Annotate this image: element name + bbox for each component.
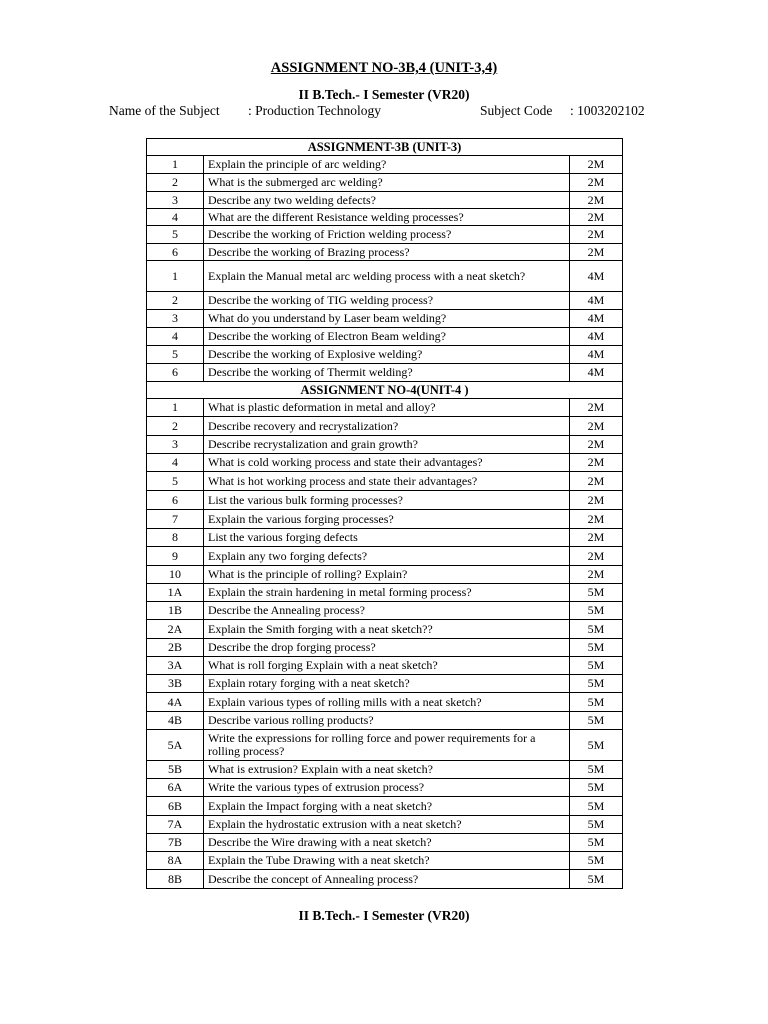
question-marks: 4M	[570, 364, 623, 382]
question-marks: 2M	[570, 156, 623, 174]
semester-line: II B.Tech.- I Semester (VR20)	[298, 87, 470, 102]
table-row	[147, 761, 623, 779]
table-row	[147, 797, 623, 816]
question-marks: 2M	[570, 454, 623, 472]
question-text: Describe the working of Electron Beam welding?	[204, 328, 570, 346]
question-text: Explain rotary forging with a neat sketch?	[204, 675, 570, 693]
table-row	[147, 292, 623, 310]
question-marks: 4M	[570, 261, 623, 292]
question-marks: 4M	[570, 346, 623, 364]
question-text: What is the principle of rolling? Explain?	[204, 566, 570, 584]
table-row	[147, 602, 623, 620]
question-text: Describe the working of Friction welding process?	[204, 226, 570, 244]
question-marks: 2M	[570, 399, 623, 417]
question-number: 1A	[147, 584, 204, 602]
question-text: What is extrusion? Explain with a neat sketch?	[204, 761, 570, 779]
question-marks: 2M	[570, 226, 623, 244]
question-number: 3B	[147, 675, 204, 693]
question-text: Describe the working of Thermit welding?	[204, 364, 570, 382]
question-marks: 5M	[570, 779, 623, 797]
question-number: 1	[147, 399, 204, 417]
question-text: Explain the principle of arc welding?	[204, 156, 570, 174]
table-row	[147, 436, 623, 454]
question-number: 5A	[147, 730, 204, 761]
table-row	[147, 454, 623, 472]
question-number: 3	[147, 310, 204, 328]
question-marks: 2M	[570, 529, 623, 547]
question-text: Describe the concept of Annealing process?	[204, 870, 570, 889]
question-number: 6	[147, 491, 204, 510]
question-marks: 2M	[570, 192, 623, 209]
question-number: 8	[147, 529, 204, 547]
table-row	[147, 174, 623, 192]
table-row	[147, 364, 623, 382]
table-row	[147, 834, 623, 852]
question-number: 3	[147, 436, 204, 454]
question-marks: 5M	[570, 712, 623, 730]
question-number: 2A	[147, 620, 204, 639]
table-row	[147, 779, 623, 797]
question-number: 1	[147, 156, 204, 174]
section-heading: ASSIGNMENT NO-4(UNIT-4 )	[147, 382, 623, 399]
question-number: 6A	[147, 779, 204, 797]
question-number: 7A	[147, 816, 204, 834]
question-marks: 2M	[570, 547, 623, 566]
question-marks: 2M	[570, 491, 623, 510]
question-text: Describe recrystalization and grain growth?	[204, 436, 570, 454]
question-marks: 4M	[570, 328, 623, 346]
subject-code-label: Subject Code	[480, 103, 553, 118]
question-text: Describe the working of Explosive welding?	[204, 346, 570, 364]
question-marks: 5M	[570, 834, 623, 852]
table-row	[147, 675, 623, 693]
question-marks: 5M	[570, 816, 623, 834]
question-number: 1B	[147, 602, 204, 620]
question-text: List the various bulk forming processes?	[204, 491, 570, 510]
question-number: 4A	[147, 693, 204, 712]
question-marks: 2M	[570, 472, 623, 491]
question-number: 5	[147, 226, 204, 244]
question-text: Write the expressions for rolling force and power requirements for a rolling process?	[204, 730, 570, 761]
question-marks: 2M	[570, 566, 623, 584]
question-marks: 5M	[570, 602, 623, 620]
question-number: 7	[147, 510, 204, 529]
table-row	[147, 712, 623, 730]
question-text: Describe recovery and recrystalization?	[204, 417, 570, 436]
question-number: 1	[147, 261, 204, 292]
question-number: 4	[147, 209, 204, 226]
table-row	[147, 209, 623, 226]
table-row	[147, 639, 623, 657]
section-heading-row	[147, 382, 623, 399]
table-row	[147, 584, 623, 602]
question-text: Explain the Manual metal arc welding process with a neat sketch?	[204, 261, 570, 292]
table-row	[147, 547, 623, 566]
subject-value: : Production Technology	[248, 103, 382, 118]
question-text: Describe the Annealing process?	[204, 602, 570, 620]
question-text: What is the submerged arc welding?	[204, 174, 570, 192]
question-text: Explain the hydrostatic extrusion with a neat sketch?	[204, 816, 570, 834]
question-marks: 2M	[570, 174, 623, 192]
table-row	[147, 693, 623, 712]
question-number: 4	[147, 328, 204, 346]
question-marks: 5M	[570, 761, 623, 779]
question-number: 10	[147, 566, 204, 584]
question-number: 2	[147, 292, 204, 310]
table-row	[147, 261, 623, 292]
table-row	[147, 472, 623, 491]
question-number: 2	[147, 174, 204, 192]
question-text: Explain the strain hardening in metal forming process?	[204, 584, 570, 602]
question-marks: 2M	[570, 244, 623, 261]
question-text: Explain various types of rolling mills with a neat sketch?	[204, 693, 570, 712]
table-row	[147, 310, 623, 328]
question-marks: 5M	[570, 675, 623, 693]
question-marks: 2M	[570, 209, 623, 226]
table-row	[147, 156, 623, 174]
question-text: Describe various rolling products?	[204, 712, 570, 730]
question-number: 8B	[147, 870, 204, 889]
question-marks: 2M	[570, 510, 623, 529]
question-number: 4B	[147, 712, 204, 730]
question-marks: 5M	[570, 693, 623, 712]
section-heading-row	[147, 139, 623, 156]
footer-semester-line: II B.Tech.- I Semester (VR20)	[298, 908, 470, 923]
question-marks: 5M	[570, 852, 623, 870]
question-number: 6	[147, 364, 204, 382]
question-text: Describe any two welding defects?	[204, 192, 570, 209]
question-marks: 2M	[570, 436, 623, 454]
document-title: ASSIGNMENT NO-3B,4 (UNIT-3,4)	[270, 60, 498, 76]
question-text: What do you understand by Laser beam welding?	[204, 310, 570, 328]
question-marks: 5M	[570, 730, 623, 761]
question-number: 3	[147, 192, 204, 209]
question-marks: 5M	[570, 870, 623, 889]
question-marks: 5M	[570, 639, 623, 657]
question-text: List the various forging defects	[204, 529, 570, 547]
question-number: 8A	[147, 852, 204, 870]
question-text: Explain the Impact forging with a neat sketch?	[204, 797, 570, 816]
question-text: Describe the working of TIG welding process?	[204, 292, 570, 310]
question-text: Explain the various forging processes?	[204, 510, 570, 529]
question-text: Explain the Tube Drawing with a neat sketch?	[204, 852, 570, 870]
table-row	[147, 399, 623, 417]
question-text: Describe the Wire drawing with a neat sketch?	[204, 834, 570, 852]
question-number: 7B	[147, 834, 204, 852]
question-number: 9	[147, 547, 204, 566]
section-heading: ASSIGNMENT-3B (UNIT-3)	[147, 139, 623, 156]
question-number: 5	[147, 472, 204, 491]
table-row	[147, 657, 623, 675]
question-text: What is roll forging Explain with a neat sketch?	[204, 657, 570, 675]
question-text: What is hot working process and state their advantages?	[204, 472, 570, 491]
question-text: What is plastic deformation in metal and alloy?	[204, 399, 570, 417]
table-row	[147, 346, 623, 364]
question-marks: 5M	[570, 584, 623, 602]
table-row	[147, 244, 623, 261]
question-marks: 5M	[570, 797, 623, 816]
question-number: 2	[147, 417, 204, 436]
question-marks: 2M	[570, 417, 623, 436]
question-text: What are the different Resistance welding processes?	[204, 209, 570, 226]
question-text: Describe the working of Brazing process?	[204, 244, 570, 261]
question-marks: 5M	[570, 657, 623, 675]
question-number: 3A	[147, 657, 204, 675]
question-number: 2B	[147, 639, 204, 657]
question-text: Explain any two forging defects?	[204, 547, 570, 566]
subject-code-value: : 1003202102	[570, 103, 645, 118]
table-row	[147, 226, 623, 244]
table-row	[147, 417, 623, 436]
table-row	[147, 620, 623, 639]
question-number: 4	[147, 454, 204, 472]
table-row	[147, 870, 623, 889]
question-marks: 4M	[570, 310, 623, 328]
question-text: Explain the Smith forging with a neat sketch??	[204, 620, 570, 639]
table-row	[147, 491, 623, 510]
question-number: 6	[147, 244, 204, 261]
question-table	[146, 138, 623, 889]
question-text: Write the various types of extrusion process?	[204, 779, 570, 797]
question-text: What is cold working process and state their advantages?	[204, 454, 570, 472]
table-row	[147, 566, 623, 584]
subject-label: Name of the Subject	[109, 103, 220, 118]
question-marks: 4M	[570, 292, 623, 310]
table-row	[147, 852, 623, 870]
question-text: Describe the drop forging process?	[204, 639, 570, 657]
table-row	[147, 510, 623, 529]
table-row	[147, 328, 623, 346]
table-row	[147, 192, 623, 209]
question-marks: 5M	[570, 620, 623, 639]
table-row	[147, 529, 623, 547]
table-row	[147, 816, 623, 834]
question-number: 6B	[147, 797, 204, 816]
table-row	[147, 730, 623, 761]
question-number: 5B	[147, 761, 204, 779]
question-number: 5	[147, 346, 204, 364]
